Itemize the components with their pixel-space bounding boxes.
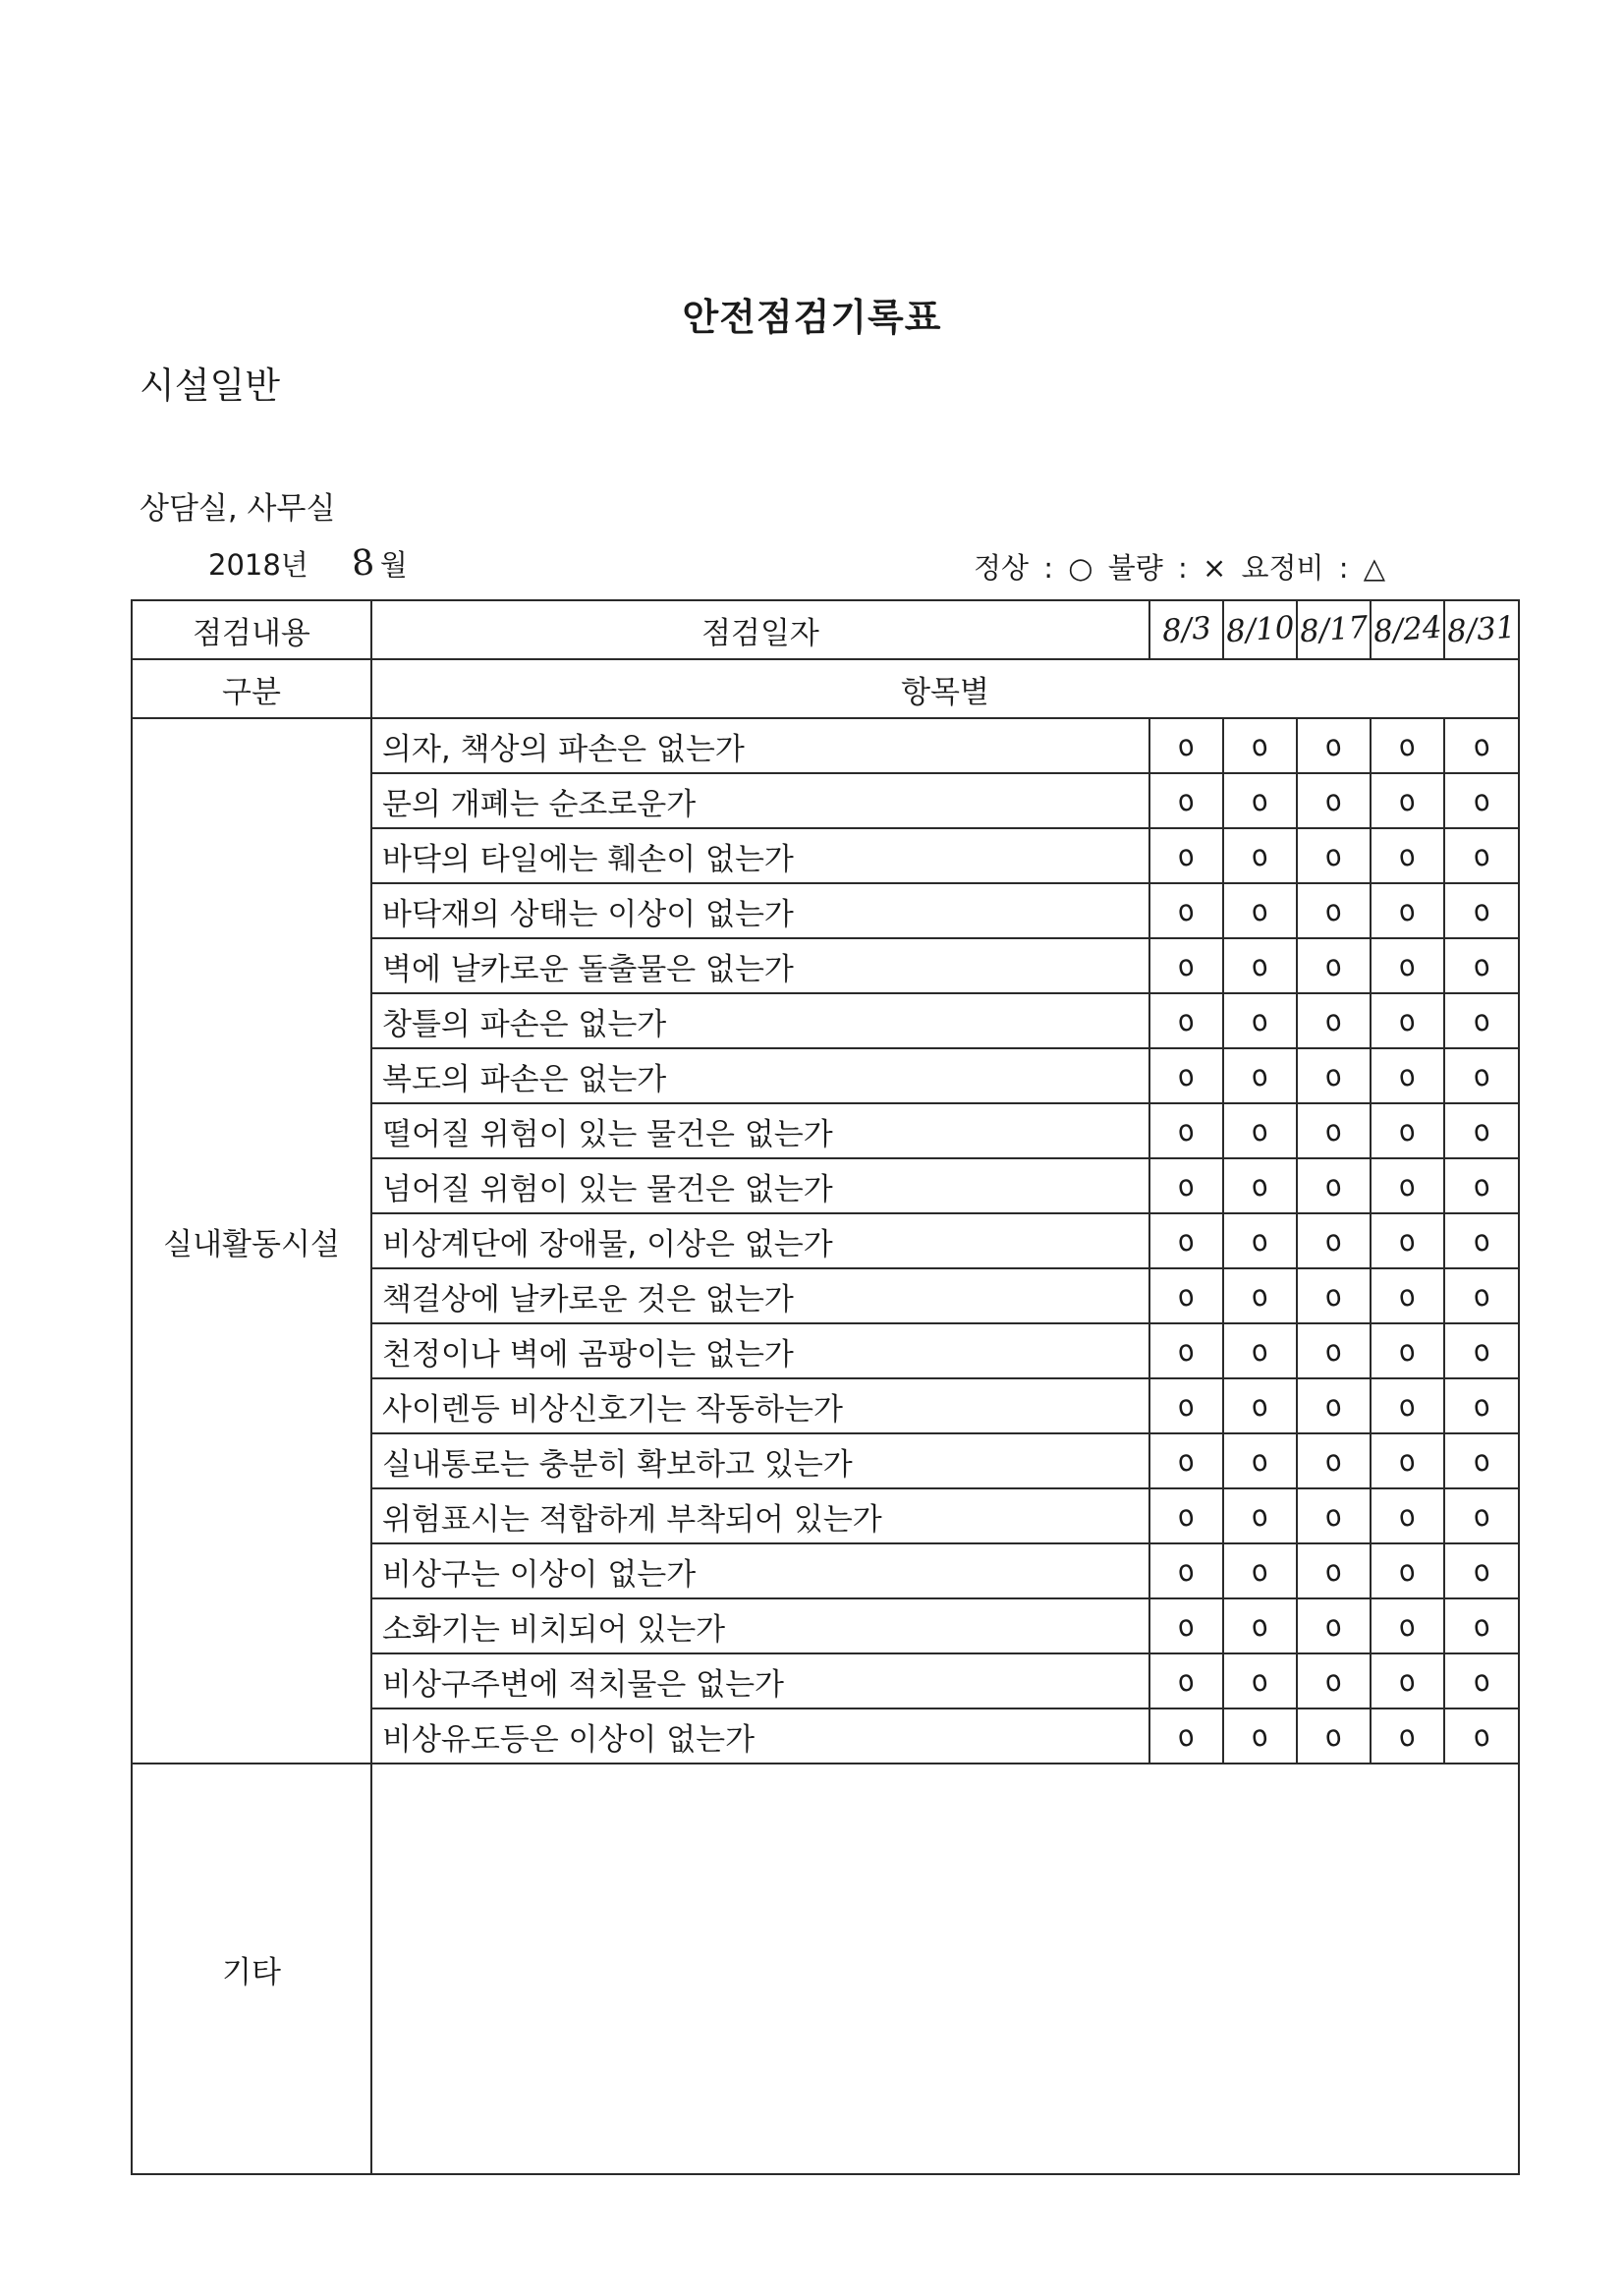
table-row [132, 718, 1519, 773]
check-mark-cell [1297, 1213, 1371, 1268]
check-mark: o [1471, 1222, 1492, 1260]
check-mark-cell [1149, 828, 1223, 883]
check-mark: o [1323, 1057, 1344, 1095]
check-mark-cell [1444, 1653, 1519, 1708]
check-mark: o [1176, 892, 1197, 930]
check-mark-cell [1297, 1268, 1371, 1323]
check-mark: o [1176, 1497, 1197, 1536]
check-mark: o [1397, 1717, 1418, 1756]
check-mark-cell [1149, 1653, 1223, 1708]
check-mark: o [1323, 1662, 1344, 1701]
header-per-item: 항목별 [371, 659, 1519, 718]
check-mark: o [1176, 1332, 1197, 1371]
check-mark-cell [1371, 773, 1444, 828]
check-mark-cell [1149, 938, 1223, 993]
date-cell [1444, 600, 1519, 659]
item-text: 사이렌등 비상신호기는 작동하는가 [371, 1378, 1149, 1433]
check-mark-cell [1297, 1708, 1371, 1764]
check-mark: o [1323, 947, 1344, 985]
check-mark: o [1250, 837, 1270, 875]
check-mark-cell [1371, 1433, 1444, 1488]
check-mark: o [1250, 782, 1270, 820]
item-text: 복도의 파손은 없는가 [371, 1048, 1149, 1103]
item-text: 창틀의 파손은 없는가 [371, 993, 1149, 1048]
year-month-line [208, 543, 408, 584]
check-mark: o [1323, 1717, 1344, 1756]
check-mark-cell [1444, 1103, 1519, 1158]
item-text: 비상유도등은 이상이 없는가 [371, 1708, 1149, 1764]
check-mark-cell [1297, 1598, 1371, 1653]
check-mark-cell [1149, 883, 1223, 938]
check-mark: o [1397, 1387, 1418, 1426]
date-cell [1223, 600, 1297, 659]
check-mark: o [1250, 727, 1270, 765]
other-label: 기타 [132, 1764, 371, 2174]
check-mark: o [1323, 1607, 1344, 1646]
check-mark-cell [1444, 1378, 1519, 1433]
item-text: 문의 개폐는 순조로운가 [371, 773, 1149, 828]
check-mark-cell [1371, 1653, 1444, 1708]
check-mark: o [1323, 1442, 1344, 1481]
check-mark-cell [1149, 1213, 1223, 1268]
check-mark: o [1323, 1002, 1344, 1040]
check-mark: o [1471, 1332, 1492, 1371]
check-mark-cell [1371, 1708, 1444, 1764]
check-mark: o [1397, 1277, 1418, 1316]
check-mark: o [1176, 1552, 1197, 1591]
check-mark: o [1397, 1222, 1418, 1260]
check-mark-cell [1223, 1048, 1297, 1103]
section-heading: 시설일반 [140, 364, 280, 407]
check-mark: o [1250, 1277, 1270, 1316]
date-cell [1371, 600, 1444, 659]
check-mark: o [1471, 1002, 1492, 1040]
check-mark: o [1397, 1057, 1418, 1095]
check-mark-cell [1297, 828, 1371, 883]
check-mark: o [1176, 1442, 1197, 1481]
check-mark: o [1323, 1277, 1344, 1316]
item-text: 벽에 날카로운 돌출물은 없는가 [371, 938, 1149, 993]
check-mark: o [1323, 1497, 1344, 1536]
item-text: 실내통로는 충분히 확보하고 있는가 [371, 1433, 1149, 1488]
check-mark: o [1471, 947, 1492, 985]
check-mark-cell [1149, 1103, 1223, 1158]
check-mark-cell [1149, 993, 1223, 1048]
check-mark-cell [1297, 1433, 1371, 1488]
date-label: 8/10 [1224, 609, 1296, 650]
other-notes-area [371, 1764, 1519, 2174]
other-row [132, 1764, 1519, 2174]
check-mark-cell [1371, 1048, 1444, 1103]
check-mark: o [1250, 1332, 1270, 1371]
check-mark: o [1250, 1167, 1270, 1205]
check-mark: o [1250, 1002, 1270, 1040]
item-text: 천정이나 벽에 곰팡이는 없는가 [371, 1323, 1149, 1378]
check-mark-cell [1444, 938, 1519, 993]
date-label: 8/31 [1446, 609, 1517, 650]
location-label: 상담실, 사무실 [140, 491, 336, 527]
check-mark: o [1176, 1222, 1197, 1260]
check-mark: o [1323, 1387, 1344, 1426]
check-mark: o [1397, 892, 1418, 930]
check-mark: o [1323, 1332, 1344, 1371]
year-label: 2018년 [208, 548, 308, 582]
check-mark-cell [1371, 1268, 1444, 1323]
check-mark-cell [1371, 1103, 1444, 1158]
check-mark: o [1397, 1167, 1418, 1205]
check-mark-cell [1444, 1213, 1519, 1268]
check-mark-cell [1297, 1323, 1371, 1378]
check-mark-cell [1371, 1323, 1444, 1378]
check-mark-cell [1223, 1543, 1297, 1598]
check-mark: o [1471, 1717, 1492, 1756]
check-mark-cell [1149, 718, 1223, 773]
check-mark-cell [1297, 938, 1371, 993]
check-mark: o [1323, 837, 1344, 875]
check-mark-cell [1297, 1048, 1371, 1103]
check-mark-cell [1149, 1158, 1223, 1213]
check-mark: o [1176, 727, 1197, 765]
item-text: 책걸상에 날카로운 것은 없는가 [371, 1268, 1149, 1323]
item-text: 바닥재의 상태는 이상이 없는가 [371, 883, 1149, 938]
check-mark: o [1250, 1222, 1270, 1260]
item-text: 바닥의 타일에는 훼손이 없는가 [371, 828, 1149, 883]
check-mark: o [1471, 1662, 1492, 1701]
check-mark-cell [1149, 1048, 1223, 1103]
item-text: 비상구주변에 적치물은 없는가 [371, 1653, 1149, 1708]
check-mark: o [1397, 1662, 1418, 1701]
date-label: 8/3 [1160, 610, 1212, 649]
check-mark: o [1176, 1057, 1197, 1095]
check-mark: o [1471, 782, 1492, 820]
check-mark-cell [1297, 993, 1371, 1048]
status-legend: 정상 : ○ 불량 : × 요정비 : △ [974, 551, 1386, 585]
month-unit: 월 [379, 548, 408, 582]
check-mark: o [1176, 1167, 1197, 1205]
check-mark-cell [1371, 1598, 1444, 1653]
check-mark-cell [1444, 1433, 1519, 1488]
header-inspection-content: 점검내용 [132, 600, 371, 659]
check-mark-cell [1223, 1598, 1297, 1653]
check-mark-cell [1223, 1103, 1297, 1158]
check-mark: o [1250, 1442, 1270, 1481]
check-mark: o [1397, 1002, 1418, 1040]
check-mark-cell [1297, 773, 1371, 828]
check-mark: o [1323, 727, 1344, 765]
check-mark-cell [1444, 1048, 1519, 1103]
check-mark: o [1397, 947, 1418, 985]
check-mark: o [1250, 1387, 1270, 1426]
check-mark-cell [1444, 1323, 1519, 1378]
check-mark: o [1323, 1112, 1344, 1150]
check-mark: o [1176, 837, 1197, 875]
category-cell: 실내활동시설 [132, 718, 371, 1764]
document-title: 안전점검기록표 [682, 296, 942, 339]
check-mark-cell [1371, 1158, 1444, 1213]
check-mark-cell [1149, 1323, 1223, 1378]
check-mark-cell [1371, 1488, 1444, 1543]
check-mark: o [1250, 1607, 1270, 1646]
check-mark: o [1471, 1112, 1492, 1150]
header-division: 구분 [132, 659, 371, 718]
check-mark-cell [1297, 1378, 1371, 1433]
check-mark-cell [1149, 1268, 1223, 1323]
check-mark-cell [1444, 1708, 1519, 1764]
check-mark: o [1176, 1607, 1197, 1646]
check-mark-cell [1149, 1488, 1223, 1543]
check-mark-cell [1223, 1708, 1297, 1764]
check-mark: o [1397, 1497, 1418, 1536]
check-mark: o [1397, 782, 1418, 820]
check-mark: o [1471, 837, 1492, 875]
date-label: 8/17 [1298, 609, 1370, 650]
item-text: 소화기는 비치되어 있는가 [371, 1598, 1149, 1653]
check-mark: o [1471, 1057, 1492, 1095]
check-mark-cell [1371, 1378, 1444, 1433]
check-mark-cell [1444, 828, 1519, 883]
check-mark: o [1250, 1057, 1270, 1095]
date-cell [1297, 600, 1371, 659]
check-mark: o [1176, 1387, 1197, 1426]
check-mark: o [1176, 1002, 1197, 1040]
check-mark-cell [1444, 1543, 1519, 1598]
check-mark: o [1397, 837, 1418, 875]
check-mark: o [1397, 1442, 1418, 1481]
check-mark-cell [1223, 883, 1297, 938]
check-mark: o [1323, 892, 1344, 930]
check-mark: o [1176, 1662, 1197, 1701]
check-mark: o [1471, 1442, 1492, 1481]
check-mark-cell [1444, 1158, 1519, 1213]
check-mark-cell [1149, 1708, 1223, 1764]
month-value: 8 [349, 541, 376, 586]
check-mark-cell [1297, 1103, 1371, 1158]
check-mark: o [1176, 947, 1197, 985]
check-mark: o [1250, 1497, 1270, 1536]
check-mark: o [1397, 1332, 1418, 1371]
check-mark-cell [1149, 1598, 1223, 1653]
check-mark-cell [1444, 1488, 1519, 1543]
check-mark-cell [1223, 938, 1297, 993]
check-mark: o [1397, 1552, 1418, 1591]
check-mark-cell [1223, 718, 1297, 773]
check-mark: o [1250, 1717, 1270, 1756]
check-mark: o [1471, 1387, 1492, 1426]
check-mark-cell [1223, 1268, 1297, 1323]
check-mark-cell [1371, 883, 1444, 938]
date-cell [1149, 600, 1223, 659]
check-mark-cell [1149, 1543, 1223, 1598]
check-mark-cell [1444, 993, 1519, 1048]
item-text: 비상구는 이상이 없는가 [371, 1543, 1149, 1598]
check-mark: o [1323, 1552, 1344, 1591]
check-mark: o [1397, 1607, 1418, 1646]
check-mark-cell [1371, 1213, 1444, 1268]
check-mark-cell [1371, 1543, 1444, 1598]
check-mark-cell [1223, 828, 1297, 883]
check-mark: o [1250, 1552, 1270, 1591]
item-text: 넘어질 위험이 있는 물건은 없는가 [371, 1158, 1149, 1213]
check-mark-cell [1297, 1488, 1371, 1543]
check-mark: o [1250, 1662, 1270, 1701]
check-mark: o [1471, 1167, 1492, 1205]
check-mark: o [1397, 1112, 1418, 1150]
check-mark-cell [1297, 1158, 1371, 1213]
check-mark-cell [1297, 718, 1371, 773]
check-mark-cell [1223, 1488, 1297, 1543]
check-mark-cell [1444, 1268, 1519, 1323]
check-mark: o [1397, 727, 1418, 765]
check-mark: o [1323, 1167, 1344, 1205]
check-mark-cell [1149, 1433, 1223, 1488]
check-mark-cell [1371, 718, 1444, 773]
check-mark-cell [1371, 938, 1444, 993]
item-text: 비상계단에 장애물, 이상은 없는가 [371, 1213, 1149, 1268]
check-mark: o [1176, 782, 1197, 820]
check-mark-cell [1297, 883, 1371, 938]
check-mark-cell [1223, 1213, 1297, 1268]
check-mark-cell [1297, 1543, 1371, 1598]
header-inspection-date: 점검일자 [371, 600, 1149, 659]
check-mark: o [1471, 892, 1492, 930]
check-mark-cell [1223, 1433, 1297, 1488]
check-mark-cell [1444, 773, 1519, 828]
check-mark: o [1176, 1112, 1197, 1150]
check-mark: o [1471, 1277, 1492, 1316]
header-row-category [132, 659, 1519, 718]
check-mark-cell [1149, 773, 1223, 828]
check-mark: o [1471, 727, 1492, 765]
item-text: 위험표시는 적합하게 부착되어 있는가 [371, 1488, 1149, 1543]
check-mark-cell [1297, 1653, 1371, 1708]
check-mark: o [1176, 1717, 1197, 1756]
check-mark-cell [1444, 1598, 1519, 1653]
check-mark-cell [1223, 773, 1297, 828]
check-mark-cell [1223, 993, 1297, 1048]
check-mark-cell [1223, 1653, 1297, 1708]
check-mark: o [1471, 1607, 1492, 1646]
check-mark-cell [1149, 1378, 1223, 1433]
date-label: 8/24 [1372, 609, 1443, 650]
check-mark: o [1471, 1497, 1492, 1536]
check-mark: o [1323, 782, 1344, 820]
check-mark: o [1176, 1277, 1197, 1316]
check-mark: o [1250, 1112, 1270, 1150]
check-mark: o [1250, 892, 1270, 930]
check-mark-cell [1223, 1378, 1297, 1433]
check-mark-cell [1371, 828, 1444, 883]
check-mark-cell [1223, 1158, 1297, 1213]
check-mark-cell [1444, 883, 1519, 938]
item-text: 떨어질 위험이 있는 물건은 없는가 [371, 1103, 1149, 1158]
header-row-dates [132, 600, 1519, 659]
check-mark: o [1471, 1552, 1492, 1591]
check-mark-cell [1444, 718, 1519, 773]
check-mark: o [1250, 947, 1270, 985]
check-mark: o [1323, 1222, 1344, 1260]
item-text: 의자, 책상의 파손은 없는가 [371, 718, 1149, 773]
check-mark-cell [1223, 1323, 1297, 1378]
inspection-table [131, 599, 1520, 2175]
check-mark-cell [1371, 993, 1444, 1048]
